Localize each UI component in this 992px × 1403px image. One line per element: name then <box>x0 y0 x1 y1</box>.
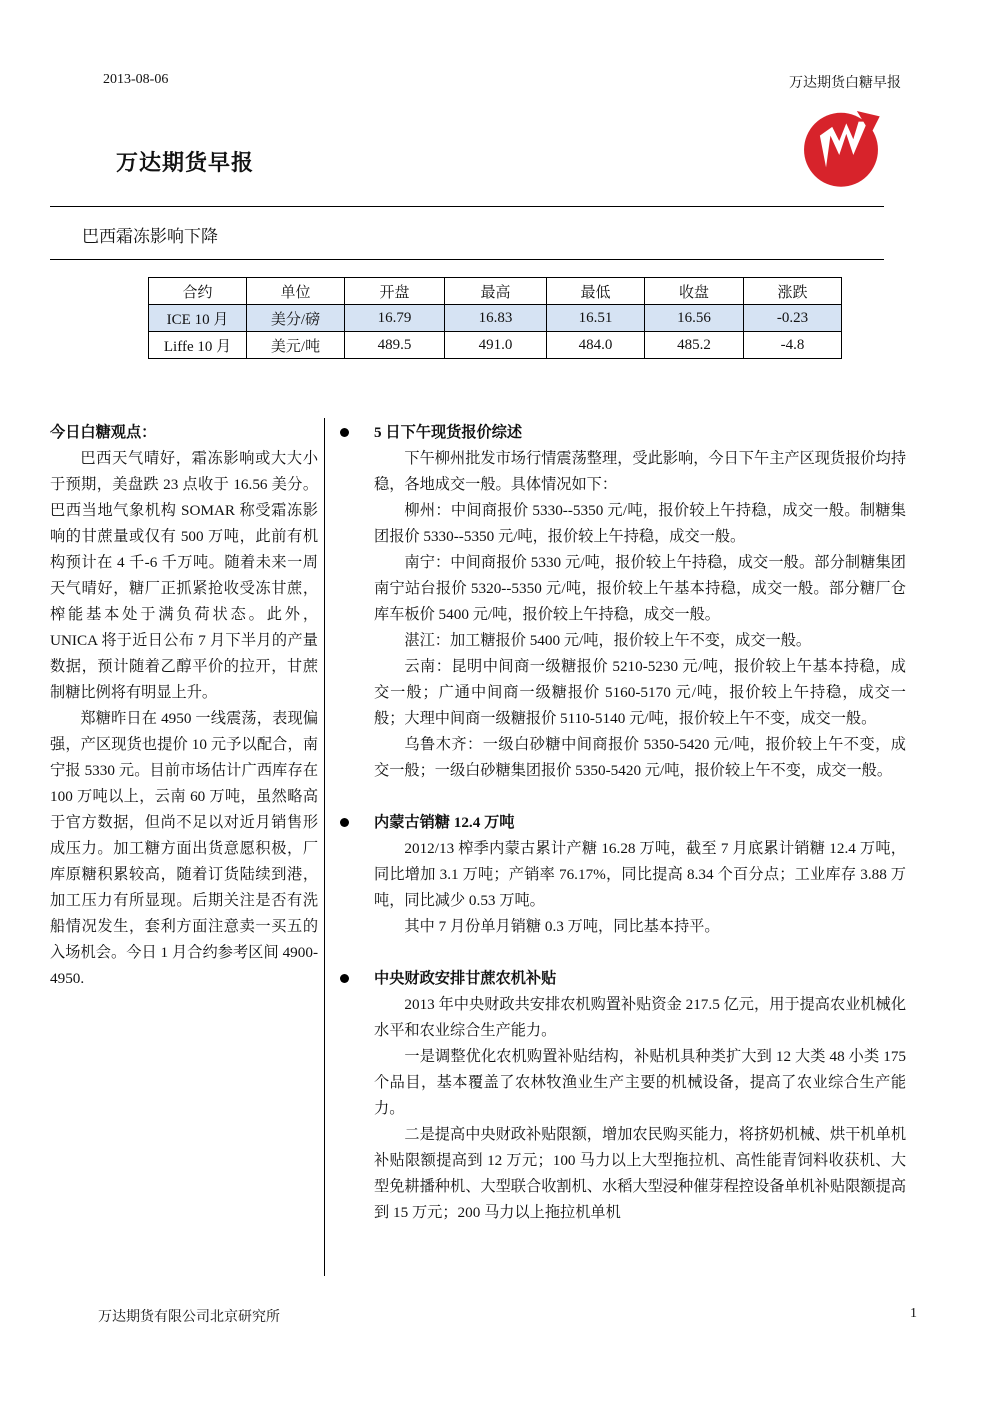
section-paragraph: 2012/13 榨季内蒙古累计产糖 16.28 万吨，截至 7 月底累计销糖 12.4 万吨，同比增加 3.1 万吨；产销率 76.17%，同比提高 8.34 个百分点；工业库存 3.88 万吨，同比减少 0.53 万吨。 <box>374 840 906 909</box>
viewpoint-paragraph: 巴西天气晴好，霜冻影响或大大小于预期，美盘跌 23 点收于 16.56 美分。巴西当地气象机构 SOMAR 称受霜冻影响的甘蔗量或仅有 500 万吨，此前有机构预计在 4 千-6 千万吨。随着未来一周天气晴好，糖厂正抓紧抢收受冻甘蔗，榨能基本处于满负荷状态。此外，UNICA 将于近日公布 7 月下半月的产量数据，预计随着乙醇平价的拉开，甘蔗制糖比例将有明显上升。 <box>50 450 318 701</box>
table-cell: 美分/磅 <box>247 305 345 332</box>
subtitle: 巴西霜冻影响下降 <box>82 227 218 246</box>
section-title-row <box>338 420 906 446</box>
table-row <box>149 305 842 332</box>
section-paragraph: 乌鲁木齐：一级白砂糖中间商报价 5350-5420 元/吨，报价较上午不变，成交一般；一级白砂糖集团报价 5350-5420 元/吨，报价较上午不变，成交一般。 <box>374 736 906 779</box>
report-name: 万达期货白糖早报 <box>789 76 901 91</box>
section-paragraph: 一是调整优化农机购置补贴结构，补贴机具种类扩大到 12 大类 48 小类 175 个品目，基本覆盖了农林牧渔业生产主要的机械设备，提高了农业综合生产能力。 <box>374 1048 906 1117</box>
table-cell: 485.2 <box>645 332 744 359</box>
table-cell: 16.56 <box>645 305 744 332</box>
table-header-cell: 开盘 <box>345 278 445 305</box>
table-header-cell: 最高 <box>445 278 547 305</box>
page-number: 1 <box>910 1306 917 1321</box>
section-paragraph: 二是提高中央财政补贴限额，增加农民购买能力，将挤奶机械、烘干机单机补贴限额提高到 12 万元；100 马力以上大型拖拉机、高性能青饲料收获机、大型免耕播种机、大型联合收割机、水稻大型浸种催芽程控设备单机补贴限额提高到 15 万元；200 马力以上拖拉机单机 <box>374 1126 906 1221</box>
news-section <box>374 810 906 940</box>
section-paragraph: 其中 7 月份单月销糖 0.3 万吨，同比基本持平。 <box>404 918 720 935</box>
news-section <box>374 966 906 1226</box>
report-date: 2013-08-06 <box>103 72 169 87</box>
table-cell: 美元/吨 <box>247 332 345 359</box>
page-title: 万达期货早报 <box>116 150 255 175</box>
divider <box>50 206 884 207</box>
quote-table <box>148 277 842 359</box>
table-cell: -4.8 <box>744 332 842 359</box>
wanda-futures-logo-icon <box>797 104 885 192</box>
table-cell: ICE 10 月 <box>149 305 247 332</box>
section-paragraph: 柳州：中间商报价 5330--5350 元/吨，报价较上午持稳，成交一般。制糖集团报价 5330--5350 元/吨，报价较上午持稳，成交一般。 <box>374 502 906 545</box>
table-header-cell: 涨跌 <box>744 278 842 305</box>
table-cell: 491.0 <box>445 332 547 359</box>
news-section <box>374 420 906 784</box>
section-paragraph: 南宁：中间商报价 5330 元/吨，报价较上午持稳，成交一般。部分制糖集团南宁站台报价 5320--5350 元/吨，报价较上午基本持稳，成交一般。部分糖厂仓库车板价 5400 元/吨，报价较上午持稳，成交一般。 <box>374 554 906 623</box>
divider <box>50 259 884 260</box>
table-cell: 16.79 <box>345 305 445 332</box>
table-cell: 489.5 <box>345 332 445 359</box>
section-paragraph: 下午柳州批发市场行情震荡整理，受此影响，今日下午主产区现货报价均持稳，各地成交一般。具体情况如下： <box>374 450 906 493</box>
table-header-cell: 收盘 <box>645 278 744 305</box>
table-cell: -0.23 <box>744 305 842 332</box>
table-cell: 484.0 <box>547 332 645 359</box>
section-paragraph: 2013 年中央财政共安排农机购置补贴资金 217.5 亿元，用于提高农业机械化水平和农业综合生产能力。 <box>374 996 906 1039</box>
section-title: 5 日下午现货报价综述 <box>374 424 523 441</box>
viewpoint-paragraph: 郑糖昨日在 4950 一线震荡，表现偏强，产区现货也提价 10 元予以配合，南宁报 5330 元。目前市场估计广西库存在 100 万吨以上，云南 60 万吨，虽然略高于官方数据，但尚不足以对近月销售形成压力。加工糖方面出货意愿积极，厂库原糖积累较高，随着订货陆续到港，加工压力有所显现。后期关注是否有洗船情况发生，套利方面注意卖一买五的入场机会。今日 1 月合约参考区间 4900-4950. <box>50 710 318 987</box>
viewpoint-column <box>50 420 318 992</box>
column-divider <box>324 418 325 1276</box>
bullet-icon <box>340 818 349 827</box>
bullet-icon <box>340 428 349 437</box>
viewpoint-heading: 今日白糖观点： <box>50 424 157 441</box>
table-header-row <box>149 278 842 305</box>
table-cell: Liffe 10 月 <box>149 332 247 359</box>
bullet-icon <box>340 974 349 983</box>
section-paragraph: 湛江：加工糖报价 5400 元/吨，报价较上午不变，成交一般。 <box>404 632 812 649</box>
table-cell: 16.51 <box>547 305 645 332</box>
news-column <box>374 420 906 1252</box>
section-title-row <box>338 966 906 992</box>
table-header-cell: 单位 <box>247 278 345 305</box>
table-header-cell: 最低 <box>547 278 645 305</box>
section-title: 内蒙古销糖 12.4 万吨 <box>374 814 515 831</box>
table-cell: 16.83 <box>445 305 547 332</box>
section-title-row <box>338 810 906 836</box>
section-title: 中央财政安排甘蔗农机补贴 <box>374 970 557 987</box>
footer-company: 万达期货有限公司北京研究所 <box>98 1310 280 1325</box>
table-row <box>149 332 842 359</box>
table-header-cell: 合约 <box>149 278 247 305</box>
section-paragraph: 云南：昆明中间商一级糖报价 5210-5230 元/吨，报价较上午基本持稳，成交一般；广通中间商一级糖报价 5160-5170 元/吨，报价较上午持稳，成交一般；大理中间商一级糖报价 5110-5140 元/吨，报价较上午不变，成交一般。 <box>374 658 906 727</box>
